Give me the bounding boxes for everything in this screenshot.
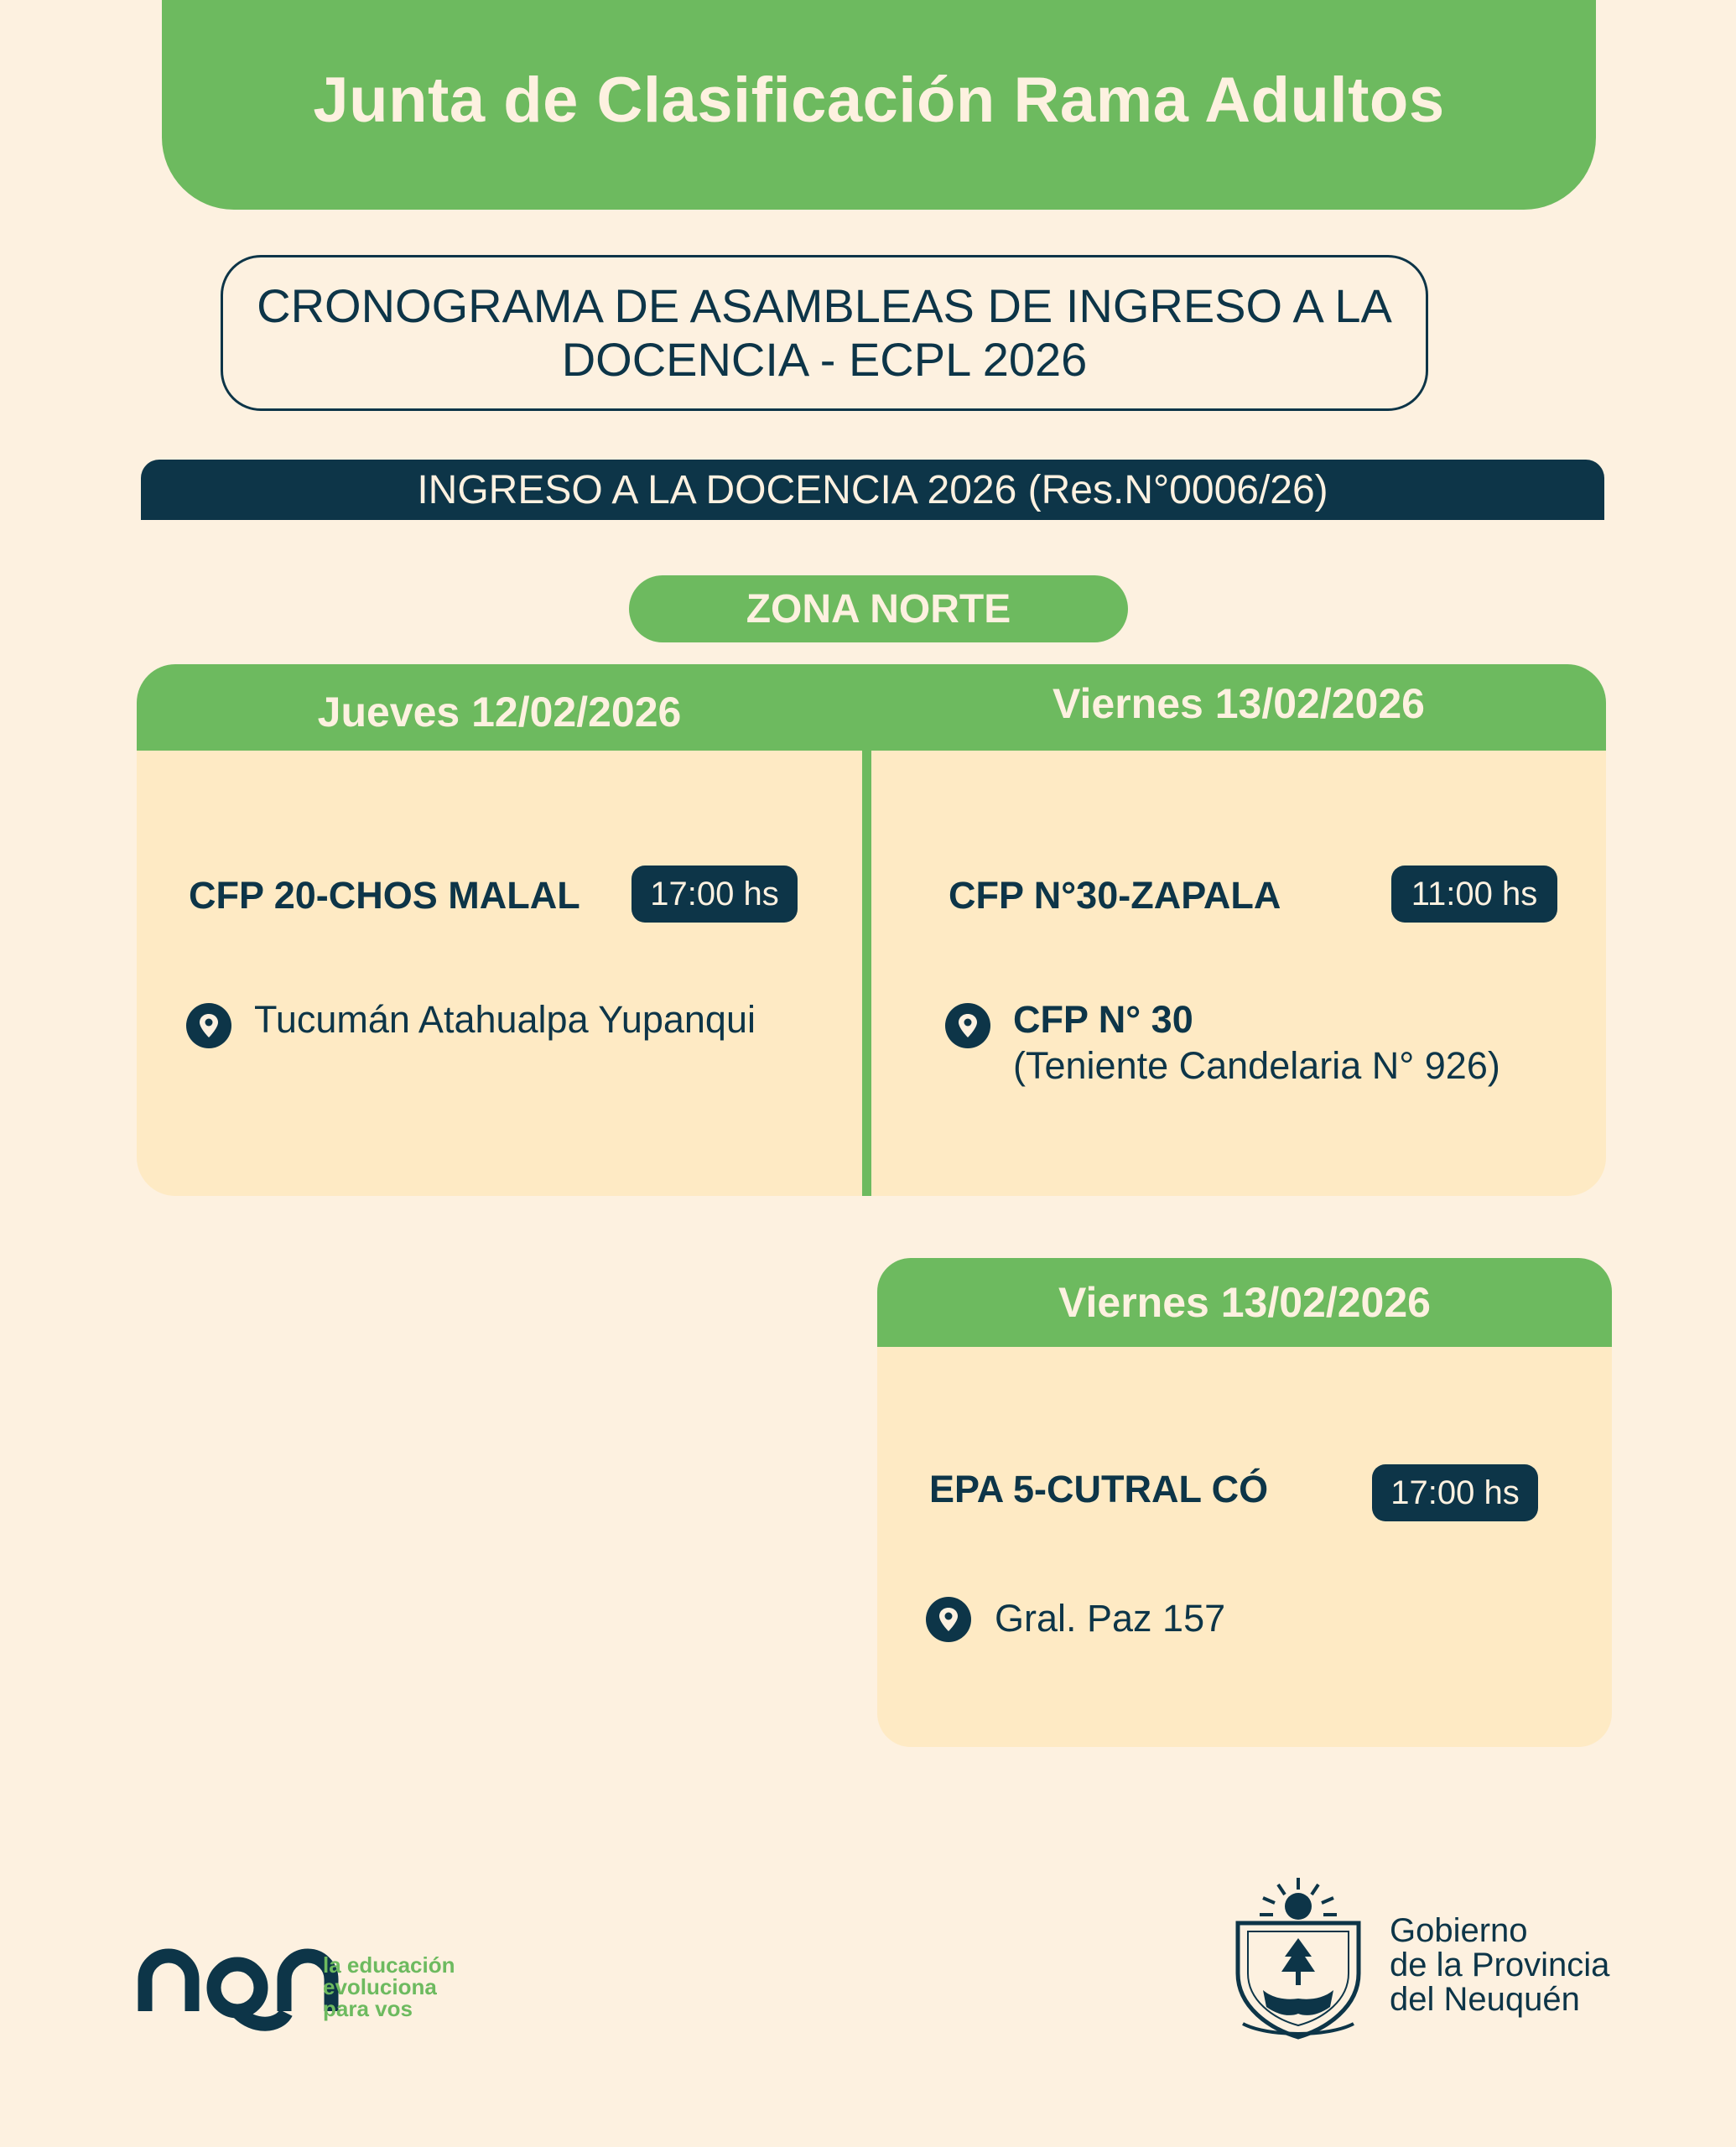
zone-label: ZONA NORTE	[746, 586, 1011, 632]
government-line: del Neuquén	[1390, 1981, 1580, 2018]
card-site-name: EPA 5-CUTRAL CÓ	[929, 1468, 1269, 1510]
card-address: Gral. Paz 157	[995, 1597, 1226, 1640]
non-tagline-line: evoluciona	[323, 1974, 437, 1999]
non-tagline-line: la educación	[323, 1952, 455, 1978]
schedule-card-row	[137, 664, 1606, 1196]
card-time-badge: 17:00 hs	[632, 866, 798, 923]
non-tagline	[323, 1954, 507, 2020]
card-date: Jueves 12/02/2026	[317, 689, 682, 736]
location-pin-icon	[926, 1597, 971, 1642]
card-body	[877, 1347, 1612, 1747]
card-time-badge: 11:00 hs	[1391, 866, 1557, 923]
zone-pill	[629, 575, 1128, 642]
government-line: Gobierno	[1390, 1912, 1528, 1949]
card-row-body	[137, 751, 1606, 1196]
government-label	[1390, 1914, 1609, 2017]
card-site-name: CFP 20-CHOS MALAL	[189, 874, 580, 917]
subtitle-text	[246, 279, 1403, 387]
schedule-card	[877, 1258, 1612, 1747]
page-title: Junta de Clasificación Rama Adultos	[313, 64, 1445, 136]
card-address-block	[1013, 996, 1567, 1089]
card-date: Viernes 13/02/2026	[1053, 680, 1425, 727]
location-pin-icon	[186, 1003, 231, 1048]
card-header	[877, 1258, 1612, 1347]
header-banner	[162, 0, 1596, 210]
card-date: Viernes 13/02/2026	[1058, 1279, 1431, 1326]
resolution-bar	[141, 460, 1604, 520]
card-address: (Teniente Candelaria N° 926)	[1013, 1044, 1500, 1087]
card-address: Tucumán Atahualpa Yupanqui	[254, 998, 756, 1041]
card-address-title: CFP N° 30	[1013, 998, 1193, 1041]
province-coat-of-arms-icon	[1226, 1873, 1370, 2040]
government-line: de la Provincia	[1390, 1947, 1610, 1983]
resolution-text: INGRESO A LA DOCENCIA 2026 (Res.N°0006/26)	[417, 467, 1328, 512]
card-site-name: CFP N°30-ZAPALA	[949, 874, 1281, 917]
subtitle-line-1: CRONOGRAMA DE ASAMBLEAS DE INGRESO A LA	[257, 279, 1392, 332]
card-time-badge: 17:00 hs	[1372, 1464, 1538, 1521]
non-tagline-line: para vos	[323, 1996, 413, 2021]
subtitle-line-2: DOCENCIA - ECPL 2026	[561, 333, 1088, 386]
subtitle-box	[221, 255, 1428, 411]
column-divider	[862, 751, 871, 1196]
location-pin-icon	[945, 1003, 990, 1048]
